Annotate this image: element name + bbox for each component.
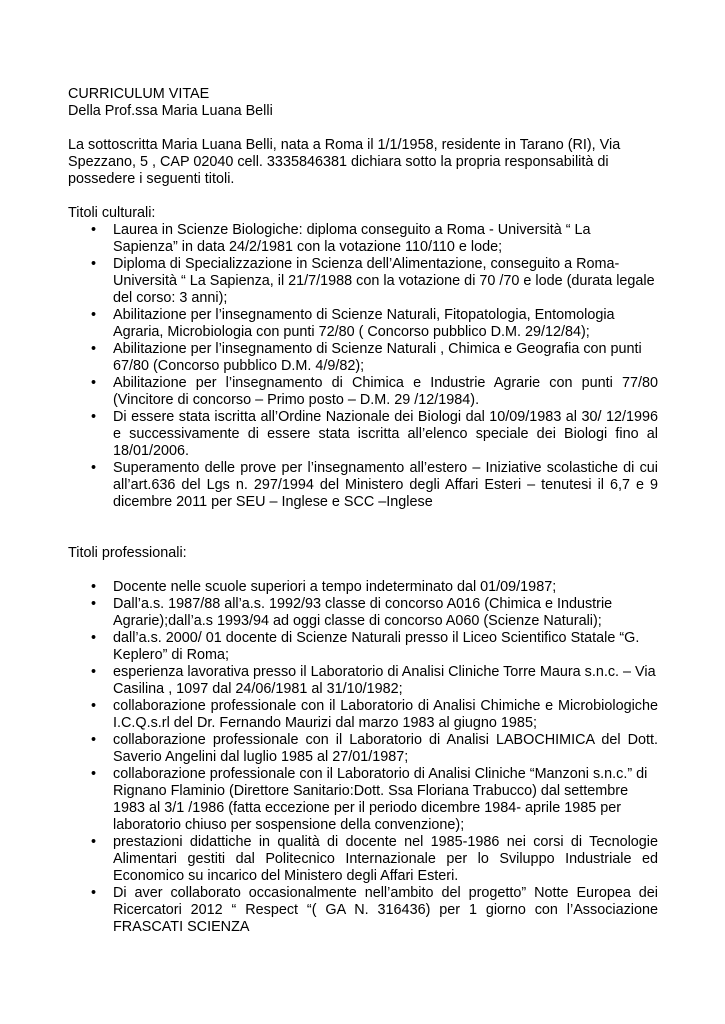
bullet-icon: • xyxy=(91,409,97,425)
spacer xyxy=(68,120,658,137)
list-item-text: collaborazione professionale con il Laboratorio di Analisi Chimiche e Microbiologiche I.C.Q.s.rl del Dr. Fernando Maurizi dal marzo 1983 al giugno 1985; xyxy=(113,698,658,731)
bullet-icon: • xyxy=(91,766,97,782)
list-item xyxy=(68,307,658,341)
list-item xyxy=(68,834,658,885)
professional-titles-list xyxy=(68,579,658,936)
list-item xyxy=(68,885,658,936)
list-item-text: Abilitazione per l’insegnamento di Scienze Naturali, Fitopatologia, Entomologia Agraria, Microbiologia con punti 72/80 ( Concorso pubblico D.M. 29/12/84); xyxy=(113,307,615,340)
list-item xyxy=(68,375,658,409)
list-item xyxy=(68,222,658,256)
list-item-text: prestazioni didattiche in qualità di docente nel 1985-1986 nei corsi di Tecnologie Alimentari gestiti dal Politecnico Internazionale per lo Sviluppo Industriale ed Economico su incarico del Ministero degli Affari Esteri. xyxy=(113,834,658,884)
document-subtitle: Della Prof.ssa Maria Luana Belli xyxy=(68,103,273,119)
list-item-text: Dall’a.s. 1987/88 all’a.s. 1992/93 classe di concorso A016 (Chimica e Industrie Agrarie);dall’a.s 1993/94 ad oggi classe di concorso A060 (Scienze Naturali); xyxy=(113,596,613,629)
bullet-icon: • xyxy=(91,834,97,850)
list-item xyxy=(68,579,658,596)
bullet-icon: • xyxy=(91,579,97,595)
document-title: CURRICULUM VITAE xyxy=(68,86,210,102)
spacer xyxy=(68,562,658,579)
list-item xyxy=(68,732,658,766)
list-item-text: Diploma di Specializzazione in Scienza dell’Alimentazione, conseguito a Roma- Università “ La Sapienza, il 21/7/1988 con la votazione di 70 /70 e lode (durata legale del corso: 3 anni); xyxy=(113,256,655,306)
spacer xyxy=(68,511,658,545)
professional-titles-heading: Titoli professionali: xyxy=(68,545,187,561)
intro-paragraph: La sottoscritta Maria Luana Belli, nata a Roma il 1/1/1958, residente in Tarano (RI), Via Spezzano, 5 , CAP 02040 cell. 3335846381 dichiara sotto la propria responsabilità di possedere i seguenti titoli. xyxy=(68,137,621,187)
list-item-text: Laurea in Scienze Biologiche: diploma conseguito a Roma - Università “ La Sapienza” in data 24/2/1981 con la votazione 110/110 e lode; xyxy=(113,222,591,255)
list-item-text: Di essere stata iscritta all’Ordine Nazionale dei Biologi dal 10/09/1983 al 30/ 12/1996 e successivamente di essere stata iscritta all’elenco speciale dei Biologi fino al 18/01/2006. xyxy=(113,409,658,459)
bullet-icon: • xyxy=(91,596,97,612)
list-item xyxy=(68,256,658,307)
list-item xyxy=(68,766,658,834)
list-item-text: collaborazione professionale con il Laboratorio di Analisi LABOCHIMICA del Dott. Saverio Angelini dal luglio 1985 al 27/01/1987; xyxy=(113,732,658,765)
list-item-text: Abilitazione per l’insegnamento di Scienze Naturali , Chimica e Geografia con punti 67/80 (Concorso pubblico D.M. 4/9/82); xyxy=(113,341,642,374)
list-item-text: esperienza lavorativa presso il Laboratorio di Analisi Cliniche Torre Maura s.n.c. – Via Casilina , 1097 dal 24/06/1981 al 31/10/1982; xyxy=(113,664,656,697)
bullet-icon: • xyxy=(91,460,97,476)
list-item xyxy=(68,341,658,375)
list-item-text: dall’a.s. 2000/ 01 docente di Scienze Naturali presso il Liceo Scientifico Statale “G. Keplero” di Roma; xyxy=(113,630,640,663)
bullet-icon: • xyxy=(91,307,97,323)
list-item xyxy=(68,664,658,698)
list-item-text: collaborazione professionale con il Laboratorio di Analisi Cliniche “Manzoni s.n.c.” di Rignano Flaminio (Direttore Sanitario:Dott. Ssa Floriana Trabucco) dal settembre 1983 al 3/1 /1986 (fatta eccezione per il periodo dicembre 1984- aprile 1985 per laboratorio chiuso per sospensione della convenzione); xyxy=(113,766,648,833)
bullet-icon: • xyxy=(91,698,97,714)
bullet-icon: • xyxy=(91,256,97,272)
list-item xyxy=(68,409,658,460)
list-item-text: Di aver collaborato occasionalmente nell’ambito del progetto” Notte Europea dei Ricercatori 2012 “ Respect “( GA N. 316436) per 1 giorno con l’Associazione FRASCATI SCIENZA xyxy=(113,885,658,935)
list-item xyxy=(68,460,658,511)
list-item xyxy=(68,698,658,732)
cultural-titles-heading: Titoli culturali: xyxy=(68,205,156,221)
bullet-icon: • xyxy=(91,222,97,238)
list-item-text: Abilitazione per l’insegnamento di Chimica e Industrie Agrarie con punti 77/80 (Vincitore di concorso – Primo posto – D.M. 29 /12/1984). xyxy=(113,375,658,408)
list-item-text: Superamento delle prove per l’insegnamento all’estero – Iniziative scolastiche di cui all’art.636 del Lgs n. 297/1994 del Ministero degli Affari Esteri – tenutesi il 6,7 e 9 dicembre 2011 per SEU – Inglese e SCC –Inglese xyxy=(113,460,658,510)
bullet-icon: • xyxy=(91,375,97,391)
bullet-icon: • xyxy=(91,341,97,357)
list-item-text: Docente nelle scuole superiori a tempo indeterminato dal 01/09/1987; xyxy=(113,579,557,595)
list-item xyxy=(68,596,658,630)
bullet-icon: • xyxy=(91,630,97,646)
list-item xyxy=(68,630,658,664)
bullet-icon: • xyxy=(91,664,97,680)
document-page xyxy=(68,86,658,936)
cultural-titles-list xyxy=(68,222,658,511)
spacer xyxy=(68,188,658,205)
bullet-icon: • xyxy=(91,732,97,748)
bullet-icon: • xyxy=(91,885,97,901)
